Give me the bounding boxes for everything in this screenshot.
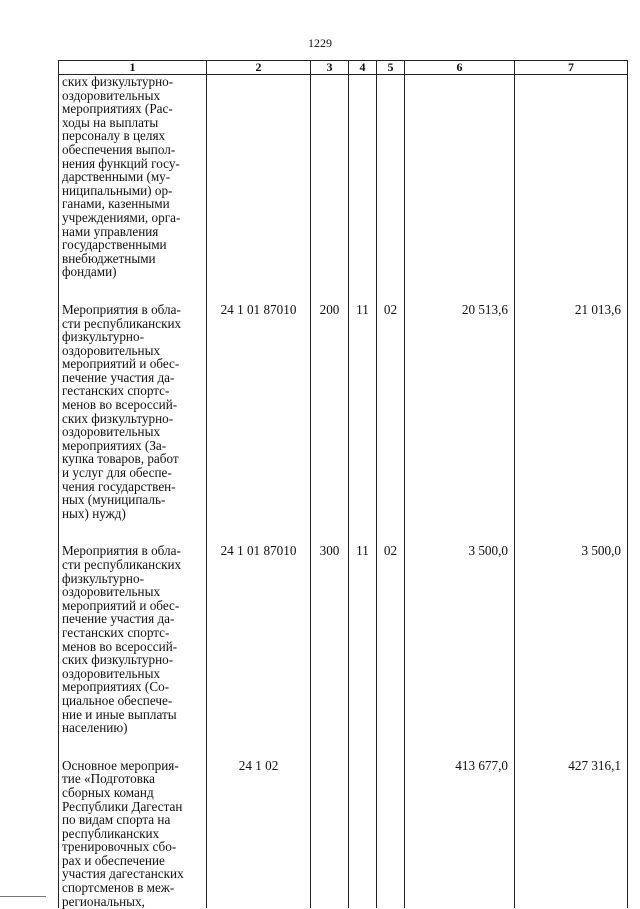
column-header: 2 [207, 61, 311, 75]
row-value-col7: 427 316,1 [515, 747, 628, 909]
row-description: ских физкультурно- оздоровительных мероприятиях (Рас- ходы на выплаты персоналу в целях обеспечения выпол- нения функций госу- дарственными (му- ниципальными) ор- ганами, казенными учреждениями, орга- нами управления государственными внебюджетными фондами) [59, 75, 207, 291]
row-section [349, 747, 377, 909]
row-expense-type [311, 747, 349, 909]
row-code: 24 1 01 87010 [207, 532, 311, 746]
column-header: 5 [377, 61, 405, 75]
row-description: Мероприятия в обла- сти республиканских физкультурно- оздоровительных мероприятий и обес- печение участия да- гестанских спортс- менов во всероссий- ских физкультурно- оздоровительных мероприятиях (За- купка товаров, работ и услуг для обеспе- чения государствен- ных (муниципаль- ных) нужд) [59, 291, 207, 533]
row-section [349, 75, 377, 291]
row-description: Основное мероприя- тие «Подготовка сборных команд Республики Дагестан по видам спорта на республиканских тренировочных сбо- рах и обеспечение участия дагестанских спортсменов в меж- региональных, [59, 747, 207, 909]
row-value-col6: 20 513,6 [405, 291, 515, 533]
row-code [207, 75, 311, 291]
row-value-col6: 413 677,0 [405, 747, 515, 909]
column-header: 1 [59, 61, 207, 75]
column-header: 7 [515, 61, 628, 75]
page-number: 1229 [308, 36, 332, 50]
row-value-col7 [515, 75, 628, 291]
row-code: 24 1 02 [207, 747, 311, 909]
row-subsection: 02 [377, 291, 405, 533]
row-description: Мероприятия в обла- сти республиканских физкультурно- оздоровительных мероприятий и обес- печение участия да- гестанских спортс- менов во всероссий- ских физкультурно- оздоровительных мероприятиях (Со- циальное обеспече- ние и иные выплаты населению) [59, 532, 207, 746]
column-header: 4 [349, 61, 377, 75]
table-row [59, 75, 628, 291]
column-header: 6 [405, 61, 515, 75]
row-subsection: 02 [377, 532, 405, 746]
table-row [59, 532, 628, 746]
row-subsection [377, 75, 405, 291]
table-row [59, 291, 628, 533]
column-header: 3 [311, 61, 349, 75]
row-value-col7: 3 500,0 [515, 532, 628, 746]
budget-table [58, 60, 628, 908]
table-row [59, 747, 628, 909]
row-expense-type [311, 75, 349, 291]
row-expense-type: 200 [311, 291, 349, 533]
row-expense-type: 300 [311, 532, 349, 746]
row-section: 11 [349, 532, 377, 746]
row-value-col6: 3 500,0 [405, 532, 515, 746]
header-row [59, 61, 628, 75]
row-section: 11 [349, 291, 377, 533]
row-code: 24 1 01 87010 [207, 291, 311, 533]
scan-edge-mark [0, 896, 46, 897]
row-value-col6 [405, 75, 515, 291]
row-value-col7: 21 013,6 [515, 291, 628, 533]
row-subsection [377, 747, 405, 909]
